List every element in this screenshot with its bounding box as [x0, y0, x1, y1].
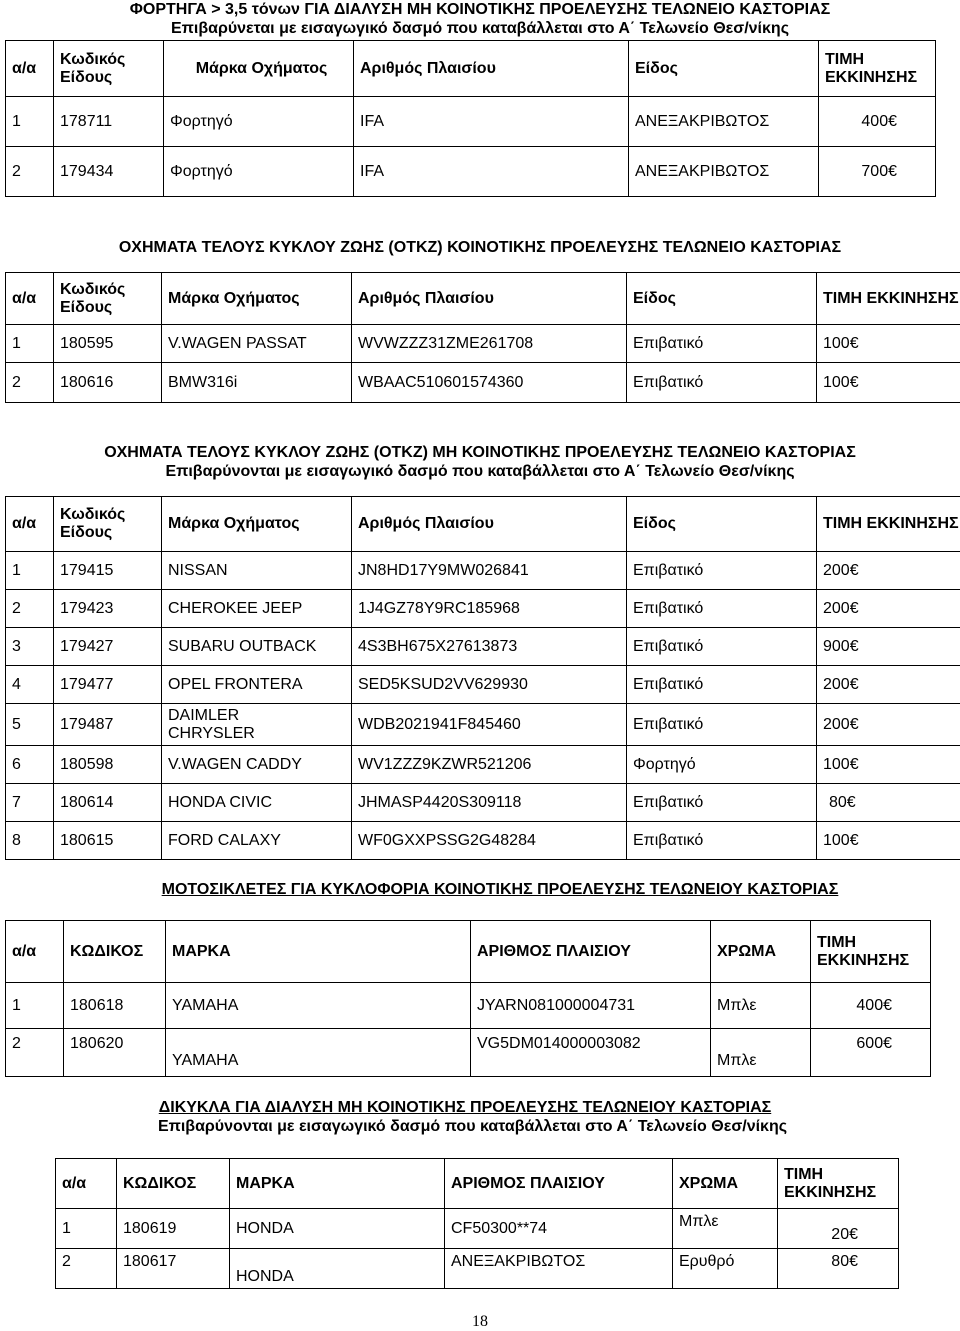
table-cell: 5 [6, 704, 54, 746]
table-cell: 100€ [817, 822, 960, 860]
table-cell: DAIMLER CHRYSLER [162, 704, 352, 746]
header-cell: Αριθμός Πλαισίου [352, 273, 627, 325]
table-cell: NISSAN [162, 552, 352, 590]
table-row [6, 746, 960, 784]
table-cell: 400€ [811, 983, 931, 1029]
table-cell: 180595 [54, 325, 162, 363]
table-cell: Μπλε [711, 983, 811, 1029]
section4-table [5, 920, 931, 1077]
table-cell: 100€ [817, 325, 960, 363]
table-cell: 3 [6, 628, 54, 666]
table-cell: 179415 [54, 552, 162, 590]
table-cell: 2 [56, 1249, 117, 1289]
header-cell: α/α [6, 41, 54, 97]
header-cell: Μάρκα Οχήματος [162, 273, 352, 325]
table-cell: 1 [6, 983, 64, 1029]
table-cell: 1J4GZ78Y9RC185968 [352, 590, 627, 628]
header-cell: ΧΡΩΜΑ [673, 1159, 778, 1209]
table-row [6, 822, 960, 860]
table-cell: 20€ [778, 1209, 899, 1249]
table-row [6, 552, 960, 590]
table-header-row [6, 921, 931, 983]
table-cell: IFA [354, 147, 629, 197]
table-cell: Επιβατικό [627, 666, 817, 704]
table-cell: 4 [6, 666, 54, 704]
table-cell: 180615 [54, 822, 162, 860]
table-cell: JYARN081000004731 [471, 983, 711, 1029]
table-header-row [6, 273, 960, 325]
table-cell: Μπλε [673, 1209, 778, 1249]
table-cell: Επιβατικό [627, 628, 817, 666]
table-cell: 2 [6, 590, 54, 628]
table-row [6, 97, 936, 147]
section1-title: ΦΟΡΤΗΓΑ > 3,5 τόνων ΓΙΑ ΔΙΑΛΥΣΗ ΜΗ ΚΟΙΝΟΤΙΚΗΣ ΠΡΟΕΛΕΥΣΗΣ ΤΕΛΩΝΕΙΟ ΚΑΣΤΟΡΙΑΣ [0, 0, 960, 19]
table-row [6, 363, 960, 403]
table-cell: 200€ [817, 666, 960, 704]
table-cell: 6 [6, 746, 54, 784]
table-cell: 700€ [819, 147, 936, 197]
header-cell: Αριθμός Πλαισίου [354, 41, 629, 97]
header-cell: Είδος [627, 497, 817, 552]
table-cell: Φορτηγό [164, 147, 354, 197]
header-cell: ΤΙΜΗ ΕΚΚΙΝΗΣΗΣ [778, 1159, 899, 1209]
table-cell: 80€ [817, 784, 960, 822]
table-cell: 8 [6, 822, 54, 860]
table-cell: FORD CALAXY [162, 822, 352, 860]
table-cell: V.WAGEN PASSAT [162, 325, 352, 363]
header-cell: Μάρκα Οχήματος [164, 41, 354, 97]
table-cell: OPEL FRONTERA [162, 666, 352, 704]
table-cell: 180614 [54, 784, 162, 822]
header-cell: Κωδικός Είδους [54, 273, 162, 325]
table-cell: Επιβατικό [627, 325, 817, 363]
section2-title: ΟΧΗΜΑΤΑ ΤΕΛΟΥΣ ΚΥΚΛΟΥ ΖΩΗΣ (ΟΤΚΖ) ΚΟΙΝΟΤΙΚΗΣ ΠΡΟΕΛΕΥΣΗΣ ΤΕΛΩΝΕΙΟ ΚΑΣΤΟΡΙΑΣ [0, 238, 960, 257]
table-cell: 1 [6, 97, 54, 147]
header-cell: ΑΡΙΘΜΟΣ ΠΛΑΙΣΙΟΥ [471, 921, 711, 983]
table-row [56, 1209, 899, 1249]
header-cell: Αριθμός Πλαισίου [352, 497, 627, 552]
table-cell: 2 [6, 147, 54, 197]
table-cell: 400€ [819, 97, 936, 147]
table-cell: 1 [6, 552, 54, 590]
header-cell: α/α [6, 921, 64, 983]
header-cell: ΜΑΡΚΑ [230, 1159, 445, 1209]
header-cell: ΤΙΜΗ ΕΚΚΙΝΗΣΗΣ [819, 41, 936, 97]
table-cell: Επιβατικό [627, 363, 817, 403]
table-row [56, 1249, 899, 1289]
table-cell: 200€ [817, 552, 960, 590]
table-row [6, 983, 931, 1029]
table-cell: Ερυθρό [673, 1249, 778, 1289]
table-cell: Μπλε [711, 1029, 811, 1077]
table-cell: 900€ [817, 628, 960, 666]
table-cell: Επιβατικό [627, 590, 817, 628]
table-cell: WBAAC510601574360 [352, 363, 627, 403]
header-cell: Μάρκα Οχήματος [162, 497, 352, 552]
table-cell: HONDA [230, 1249, 445, 1289]
table-cell: 180618 [64, 983, 166, 1029]
table-cell: 2 [6, 1029, 64, 1077]
table-cell: YAMAHA [166, 1029, 471, 1077]
header-cell: ΚΩΔΙΚΟΣ [117, 1159, 230, 1209]
section2-table [5, 272, 960, 403]
header-cell: ΚΩΔΙΚΟΣ [64, 921, 166, 983]
table-cell: 179434 [54, 147, 164, 197]
table-cell: WV1ZZZ9KZWR521206 [352, 746, 627, 784]
table-cell: WVWZZZ31ZME261708 [352, 325, 627, 363]
table-row [6, 704, 960, 746]
table-cell: VG5DM014000003082 [471, 1029, 711, 1077]
table-row [6, 784, 960, 822]
table-cell: ΑΝΕΞΑΚΡΙΒΩΤΟΣ [629, 97, 819, 147]
table-cell: SUBARU OUTBACK [162, 628, 352, 666]
section5-title: ΔΙΚΥΚΛΑ ΓΙΑ ΔΙΑΛΥΣΗ ΜΗ ΚΟΙΝΟΤΙΚΗΣ ΠΡΟΕΛΕΥΣΗΣ ΤΕΛΩΝΕΙΟΥ ΚΑΣΤΟΡΙΑΣ [0, 1098, 930, 1117]
header-cell: α/α [6, 497, 54, 552]
table-cell: 80€ [778, 1249, 899, 1289]
header-cell: ΤΙΜΗ ΕΚΚΙΝΗΣΗΣ [817, 497, 960, 552]
table-cell: 600€ [811, 1029, 931, 1077]
header-cell: ΤΙΜΗ ΕΚΚΙΝΗΣΗΣ [817, 273, 960, 325]
section3-subtitle: Επιβαρύνονται με εισαγωγικό δασμό που καταβάλλεται στο Α΄ Τελωνείο Θεσ/νίκης [0, 462, 960, 481]
header-cell: Είδος [629, 41, 819, 97]
header-cell: ΑΡΙΘΜΟΣ ΠΛΑΙΣΙΟΥ [445, 1159, 673, 1209]
section5-table [55, 1158, 899, 1289]
table-cell: CHEROKEE JEEP [162, 590, 352, 628]
section3-title: ΟΧΗΜΑΤΑ ΤΕΛΟΥΣ ΚΥΚΛΟΥ ΖΩΗΣ (ΟΤΚΖ) ΜΗ ΚΟΙΝΟΤΙΚΗΣ ΠΡΟΕΛΕΥΣΗΣ ΤΕΛΩΝΕΙΟ ΚΑΣΤΟΡΙΑΣ [0, 443, 960, 462]
section1-table [5, 40, 936, 197]
table-cell: 100€ [817, 363, 960, 403]
header-cell: Κωδικός Είδους [54, 41, 164, 97]
table-cell: IFA [354, 97, 629, 147]
table-cell: HONDA [230, 1209, 445, 1249]
table-cell: 180616 [54, 363, 162, 403]
table-cell: 178711 [54, 97, 164, 147]
table-cell: V.WAGEN CADDY [162, 746, 352, 784]
header-cell: Κωδικός Είδους [54, 497, 162, 552]
section5-subtitle: Επιβαρύνονται με εισαγωγικό δασμό που καταβάλλεται στο Α΄ Τελωνείο Θεσ/νίκης [0, 1117, 945, 1136]
table-cell: Επιβατικό [627, 704, 817, 746]
table-cell: JHMASP4420S309118 [352, 784, 627, 822]
table-row [6, 147, 936, 197]
table-cell: YAMAHA [166, 983, 471, 1029]
table-cell: 179427 [54, 628, 162, 666]
table-row [6, 1029, 931, 1077]
section3-table [5, 496, 960, 860]
table-cell: CF50300**74 [445, 1209, 673, 1249]
header-cell: α/α [56, 1159, 117, 1209]
header-cell: Είδος [627, 273, 817, 325]
table-cell: ΑΝΕΞΑΚΡΙΒΩΤΟΣ [629, 147, 819, 197]
table-cell: 180598 [54, 746, 162, 784]
header-cell: ΧΡΩΜΑ [711, 921, 811, 983]
table-cell: HONDA CIVIC [162, 784, 352, 822]
table-cell: 200€ [817, 704, 960, 746]
table-cell: Φορτηγό [627, 746, 817, 784]
table-cell: Φορτηγό [164, 97, 354, 147]
header-cell: α/α [6, 273, 54, 325]
table-header-row [6, 497, 960, 552]
header-cell: ΤΙΜΗ ΕΚΚΙΝΗΣΗΣ [811, 921, 931, 983]
table-cell: 179423 [54, 590, 162, 628]
table-cell: 1 [56, 1209, 117, 1249]
table-cell: ΑΝΕΞΑΚΡΙΒΩΤΟΣ [445, 1249, 673, 1289]
table-cell: 179487 [54, 704, 162, 746]
table-cell: 200€ [817, 590, 960, 628]
table-cell: 100€ [817, 746, 960, 784]
header-cell: ΜΑΡΚΑ [166, 921, 471, 983]
table-cell: 179477 [54, 666, 162, 704]
table-cell: BMW316i [162, 363, 352, 403]
table-cell: 180617 [117, 1249, 230, 1289]
table-cell: 180619 [117, 1209, 230, 1249]
table-row [6, 628, 960, 666]
table-cell: 180620 [64, 1029, 166, 1077]
table-cell: JN8HD17Y9MW026841 [352, 552, 627, 590]
section1-subtitle: Επιβαρύνεται με εισαγωγικό δασμό που καταβάλλεται στο Α΄ Τελωνείο Θεσ/νίκης [0, 19, 960, 38]
table-row [6, 325, 960, 363]
table-cell: 2 [6, 363, 54, 403]
table-header-row [6, 41, 936, 97]
table-cell: Επιβατικό [627, 784, 817, 822]
table-cell: Επιβατικό [627, 822, 817, 860]
section4-title: ΜΟΤΟΣΙΚΛΕΤΕΣ ΓΙΑ ΚΥΚΛΟΦΟΡΙΑ ΚΟΙΝΟΤΙΚΗΣ ΠΡΟΕΛΕΥΣΗΣ ΤΕΛΩΝΕΙΟΥ ΚΑΣΤΟΡΙΑΣ [0, 880, 960, 899]
page-number: 18 [0, 1313, 960, 1331]
table-row [6, 666, 960, 704]
table-cell: WDB2021941F845460 [352, 704, 627, 746]
table-cell: 1 [6, 325, 54, 363]
table-cell: 4S3BH675X27613873 [352, 628, 627, 666]
table-cell: SED5KSUD2VV629930 [352, 666, 627, 704]
table-cell: Επιβατικό [627, 552, 817, 590]
table-cell: 7 [6, 784, 54, 822]
table-row [6, 590, 960, 628]
table-cell: WF0GXXPSSG2G48284 [352, 822, 627, 860]
table-header-row [56, 1159, 899, 1209]
